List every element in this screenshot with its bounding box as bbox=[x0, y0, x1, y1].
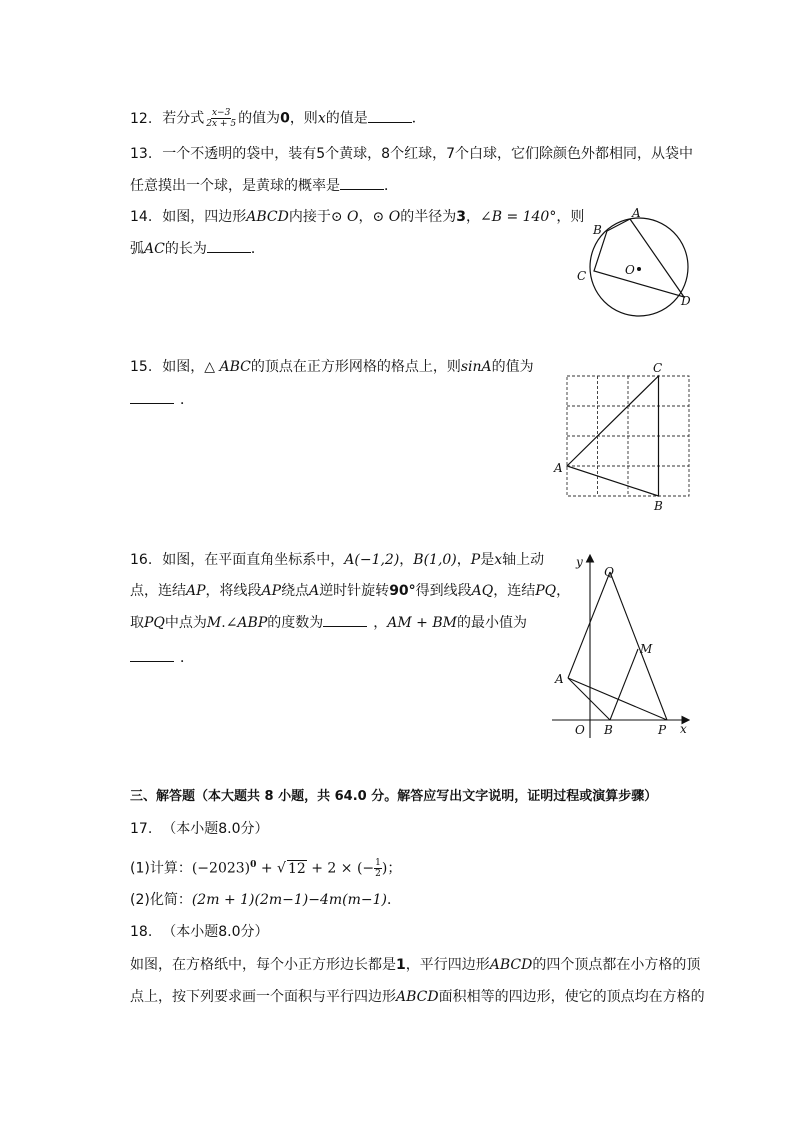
label-m: M bbox=[640, 642, 653, 656]
question-14-line-2: 弧AC的长为 ． bbox=[130, 241, 265, 257]
question-17-header: 17. （本小题8.0分） bbox=[130, 821, 269, 837]
answer-blank bbox=[130, 649, 174, 662]
label-x: x bbox=[680, 722, 687, 736]
answer-blank bbox=[207, 240, 251, 253]
question-14-line-1: 14. 如图，四边形ABCD内接于⊙ O，⊙ O的半径为3，∠B = 140°，则 bbox=[130, 209, 585, 225]
answer-blank bbox=[368, 110, 412, 123]
question-16-line-4: ． bbox=[130, 648, 194, 668]
question-13-line-2: 任意摸出一个球，是黄球的概率是 ． bbox=[130, 178, 398, 194]
question-13-line-1: 13. 一个不透明的袋中，装有5个黄球，8个红球，7个白球，它们除颜色外都相同，从袋中 bbox=[130, 146, 693, 162]
q15-grid-figure bbox=[550, 360, 700, 515]
section-3-heading: 三、解答题（本大题共 8 小题，共 64.0 分。解答应写出文字说明，证明过程或演算步骤） bbox=[130, 789, 658, 804]
label-d: D bbox=[681, 294, 691, 308]
label-a: A bbox=[632, 206, 641, 220]
question-18-line-1: 如图，在方格纸中，每个小正方形边长都是1，平行四边形ABCD的四个顶点都在小方格的顶 bbox=[130, 957, 701, 973]
label-b: B bbox=[604, 723, 613, 737]
question-16-line-3: 取PQ中点为M.∠ABP的度数为 ，AM + BM的最小值为 bbox=[130, 615, 527, 631]
question-number: 15. bbox=[130, 359, 153, 375]
dashed-grid bbox=[567, 376, 689, 496]
label-c: C bbox=[653, 361, 663, 375]
q14-circle-figure bbox=[570, 200, 700, 325]
question-18-header: 18. （本小题8.0分） bbox=[130, 924, 269, 940]
question-16-line-1: 16. 如图，在平面直角坐标系中，A(−1,2)，B(1,0)，P是x轴上动 bbox=[130, 552, 545, 568]
label-c: C bbox=[577, 269, 587, 283]
question-number: 18. bbox=[130, 924, 153, 940]
label-b: B bbox=[654, 499, 663, 513]
center-dot bbox=[637, 267, 641, 271]
question-17-part-2: (2)化简：(2m + 1)(2m−1)−4m(m−1)． bbox=[130, 892, 401, 908]
label-p: P bbox=[658, 723, 667, 737]
question-18-line-2: 点上，按下列要求画一个面积与平行四边形ABCD面积相等的四边形，使它的顶点均在方格的 bbox=[130, 989, 705, 1005]
label-y: y bbox=[576, 555, 583, 569]
q16-coordinate-figure bbox=[548, 548, 698, 743]
question-number: 12. bbox=[130, 110, 153, 127]
label-o: O bbox=[575, 723, 585, 737]
quadrilateral-abcd bbox=[594, 219, 684, 297]
question-number: 17. bbox=[130, 821, 153, 837]
question-16-line-2: 点，连结AP，将线段AP绕点A逆时针旋转90°得到线段AQ，连结PQ， bbox=[130, 583, 571, 599]
label-o: O bbox=[625, 263, 635, 277]
question-15-line-2: ． bbox=[130, 390, 194, 410]
label-a: A bbox=[554, 461, 563, 475]
question-17-part-1: (1)计算：$(-2023)^0$ + √ 12 + 2 × (− $\frac{1}{2}$ )； bbox=[130, 858, 402, 880]
question-12: 12. 若分式 $\frac{x-3}{2x + 5}$ 的值为0，则x的值是 ． bbox=[130, 108, 426, 129]
answer-blank bbox=[130, 391, 174, 404]
question-number: 16. bbox=[130, 552, 153, 568]
label-b: B bbox=[593, 223, 602, 237]
answer-blank bbox=[323, 614, 367, 627]
fraction: $\frac{x-3}{2x + 5}$ bbox=[206, 108, 237, 129]
label-q: Q bbox=[604, 565, 614, 579]
label-a: A bbox=[555, 672, 564, 686]
fraction: $\frac{1}{2}$ bbox=[375, 858, 381, 880]
question-15-line-1: 15. 如图，△ ABC的顶点在正方形网格的格点上，则sinA的值为 bbox=[130, 359, 534, 375]
answer-blank bbox=[340, 177, 384, 190]
question-number: 13. bbox=[130, 146, 153, 162]
question-number: 14. bbox=[130, 209, 153, 225]
